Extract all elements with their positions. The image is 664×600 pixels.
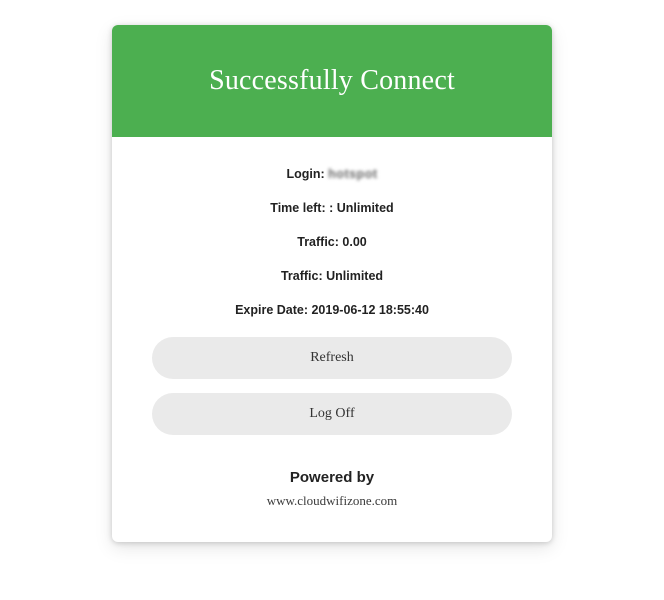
provider-website-link[interactable]: www.cloudwifizone.com (266, 493, 398, 508)
card-body (112, 137, 552, 542)
refresh-button[interactable]: Refresh (152, 337, 512, 379)
powered-by-label: Powered by (289, 469, 375, 486)
expire-date-info: Expire Date: 2019-06-12 18:55:40 (235, 303, 429, 317)
connection-status-card (112, 25, 552, 542)
time-left-info: Time left: : Unlimited (270, 201, 394, 215)
page-title: Successfully Connect (209, 65, 455, 96)
login-info (152, 167, 512, 182)
footer (152, 469, 512, 518)
login-label: Login: (286, 167, 325, 181)
card-header (112, 25, 552, 137)
traffic-limit-info: Traffic: Unlimited (280, 269, 384, 283)
login-value: hotspot (328, 167, 378, 181)
traffic-used-info: Traffic: 0.00 (297, 235, 367, 249)
log-off-button[interactable]: Log Off (152, 393, 512, 435)
